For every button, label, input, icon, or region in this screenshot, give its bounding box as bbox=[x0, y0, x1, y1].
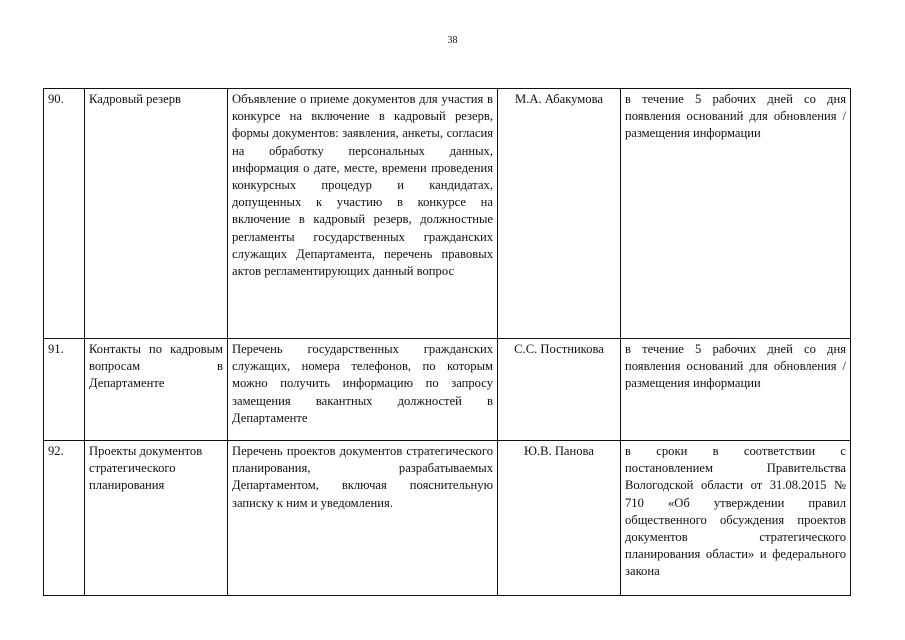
row-number: 92. bbox=[44, 441, 85, 596]
section-description: Перечень государственных гражданских служащих, номера телефонов, по которым можно получить информацию по запросу замещения вакантных должностей в Департаменте bbox=[228, 339, 498, 441]
update-deadline: в течение 5 рабочих дней со дня появления оснований для обновления /размещения информации bbox=[621, 89, 851, 339]
update-deadline: в течение 5 рабочих дней со дня появления оснований для обновления /размещения информации bbox=[621, 339, 851, 441]
section-name: Контакты по кадровым вопросам в Департаменте bbox=[85, 339, 228, 441]
section-description: Объявление о приеме документов для участия в конкурсе на включение в кадровый резерв, формы документов: заявления, анкеты, согласия на обработку персональных данных, информация о дате, месте, времени проведения конкурсных процедур и кандидатах, допущенных к участию в конкурсе на включение в кадровый резерв, должностные регламенты государственных гражданских служащих Департамента, перечень правовых актов регламентирующих данный вопрос bbox=[228, 89, 498, 339]
disclosure-table bbox=[43, 88, 851, 596]
responsible-person: Ю.В. Панова bbox=[498, 441, 621, 596]
section-description: Перечень проектов документов стратегического планирования, разрабатываемых Департаментом, включая пояснительную записку к ним и уведомления. bbox=[228, 441, 498, 596]
row-number: 91. bbox=[44, 339, 85, 441]
section-name: Кадровый резерв bbox=[85, 89, 228, 339]
responsible-person: С.С. Постникова bbox=[498, 339, 621, 441]
responsible-person: М.А. Абакумова bbox=[498, 89, 621, 339]
row-number: 90. bbox=[44, 89, 85, 339]
page-number: 38 bbox=[447, 35, 458, 46]
table-row bbox=[44, 89, 851, 339]
table-row bbox=[44, 441, 851, 596]
update-deadline: в сроки в соответствии с постановлением Правительства Вологодской области от 31.08.2015 № 710 «Об утверждении правил общественного обсуждения проектов документов стратегического планирования области» и федерального закона bbox=[621, 441, 851, 596]
section-name: Проекты документов стратегического планирования bbox=[85, 441, 228, 596]
table-row bbox=[44, 339, 851, 441]
